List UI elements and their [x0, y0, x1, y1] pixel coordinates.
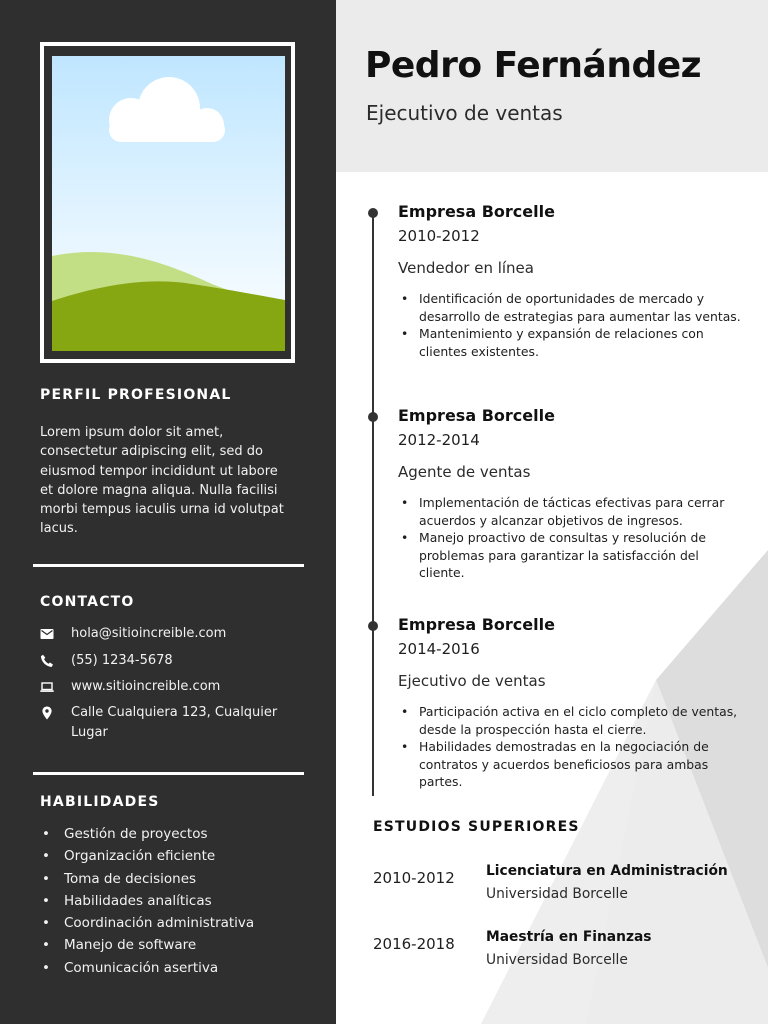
job-bullets [398, 290, 743, 360]
skills-heading: HABILIDADES [40, 794, 160, 810]
job-bullet-text: Participación activa en el ciclo completo de ventas, desde la prospección hasta el cierre. [419, 704, 738, 737]
skill-label: Manejo de software [64, 937, 197, 954]
job-title: Ejecutivo de ventas [398, 672, 546, 690]
job-company: Empresa Borcelle [398, 406, 555, 425]
skill-label: Habilidades analíticas [64, 892, 212, 909]
bullet-icon: • [42, 870, 50, 887]
skills-list [40, 823, 310, 979]
candidate-name: Pedro Fernández [365, 45, 702, 86]
profile-heading: PERFIL PROFESIONAL [40, 387, 232, 403]
job-bullet [398, 325, 743, 360]
contact-website [40, 677, 300, 703]
education-heading: ESTUDIOS SUPERIORES [373, 819, 580, 835]
job-bullet [398, 494, 743, 529]
bullet-icon: • [401, 739, 409, 755]
timeline-dot [368, 621, 378, 631]
laptop-icon [40, 680, 54, 694]
timeline-line [372, 212, 374, 796]
skill-item [40, 823, 310, 845]
location-pin-icon [40, 706, 54, 720]
skill-label: Comunicación asertiva [64, 959, 219, 976]
bullet-icon: • [401, 495, 409, 510]
job-bullet-text: Habilidades demostradas en la negociación de contratos y acuerdos beneficiosos para ambas partes. [419, 739, 709, 790]
job-company: Empresa Borcelle [398, 202, 555, 221]
landscape-image-icon [52, 56, 285, 351]
candidate-role: Ejecutivo de ventas [366, 101, 563, 125]
job-bullet-text: Manejo proactivo de consultas y resolución de problemas para garantizar la satisfacción del cliente. [419, 530, 706, 581]
bullet-icon: • [42, 826, 50, 842]
bullet-icon: • [401, 291, 409, 306]
bullet-icon: • [42, 937, 50, 954]
skill-label: Coordinación administrativa [64, 915, 255, 932]
skill-item [40, 890, 310, 912]
bullet-icon: • [401, 530, 409, 546]
education-school: Universidad Borcelle [486, 886, 628, 902]
header-band [336, 0, 768, 172]
contact-address-text: Calle Cualquiera 123, Cualquier Lugar [71, 705, 278, 740]
contact-email [40, 624, 300, 651]
experience-item [398, 202, 743, 360]
job-title: Vendedor en línea [398, 259, 534, 277]
skill-item [40, 957, 310, 979]
job-years: 2014-2016 [398, 640, 480, 658]
bullet-icon: • [401, 326, 409, 342]
bullet-icon: • [42, 848, 50, 865]
sidebar-divider [33, 772, 304, 775]
education-years: 2016-2018 [373, 935, 455, 953]
sidebar [0, 0, 336, 1024]
skill-item [40, 845, 310, 867]
skill-item [40, 912, 310, 934]
job-bullet [398, 703, 743, 738]
bullet-icon: • [401, 704, 409, 719]
bullet-icon: • [42, 959, 50, 976]
bullet-icon: • [42, 892, 50, 909]
education-years: 2010-2012 [373, 869, 455, 887]
experience-item [398, 406, 743, 582]
job-years: 2010-2012 [398, 227, 480, 245]
profile-text: Lorem ipsum dolor sit amet, consectetur adipiscing elit, sed do eiusmod tempor incididunt ut labore et dolore magna aliqua. Nulla facilisi morbi tempus iaculis urna id volutpat lacus. [40, 425, 284, 537]
education-degree: Licenciatura en Administración [486, 863, 728, 879]
envelope-icon [40, 627, 54, 641]
profile-photo-frame [40, 42, 295, 363]
skill-label: Toma de decisiones [64, 870, 197, 887]
phone-icon [40, 654, 54, 668]
job-title: Agente de ventas [398, 463, 531, 481]
experience-item [398, 615, 743, 791]
job-bullet-text: Mantenimiento y expansión de relaciones con clientes existentes. [419, 326, 704, 359]
skill-label: Gestión de proyectos [64, 826, 208, 842]
bullet-icon: • [42, 915, 50, 932]
sidebar-divider [33, 564, 304, 567]
contact-website-text[interactable]: www.sitioincreible.com [71, 679, 221, 694]
contact-list [40, 624, 300, 742]
job-bullet [398, 290, 743, 325]
skill-item [40, 934, 310, 956]
education-school: Universidad Borcelle [486, 952, 628, 968]
job-bullet-text: Identificación de oportunidades de mercado y desarrollo de estrategias para aumentar las ventas. [419, 291, 741, 324]
timeline-dot [368, 412, 378, 422]
contact-email-text[interactable]: hola@sitioincreible.com [71, 626, 227, 641]
skill-label: Organización eficiente [64, 848, 216, 865]
job-bullet-text: Implementación de tácticas efectivas para cerrar acuerdos y alcanzar objetivos de ingresos. [419, 495, 725, 528]
contact-phone [40, 651, 300, 677]
contact-phone-text[interactable]: (55) 1234-5678 [71, 653, 173, 668]
profile-photo-placeholder [52, 56, 285, 351]
job-bullets [398, 703, 743, 791]
contact-address [40, 703, 300, 742]
job-company: Empresa Borcelle [398, 615, 555, 634]
timeline-dot [368, 208, 378, 218]
job-bullet [398, 738, 743, 791]
job-years: 2012-2014 [398, 431, 480, 449]
skill-item [40, 868, 310, 890]
contact-heading: CONTACTO [40, 594, 135, 610]
job-bullets [398, 494, 743, 582]
job-bullet [398, 529, 743, 582]
education-degree: Maestría en Finanzas [486, 929, 652, 945]
